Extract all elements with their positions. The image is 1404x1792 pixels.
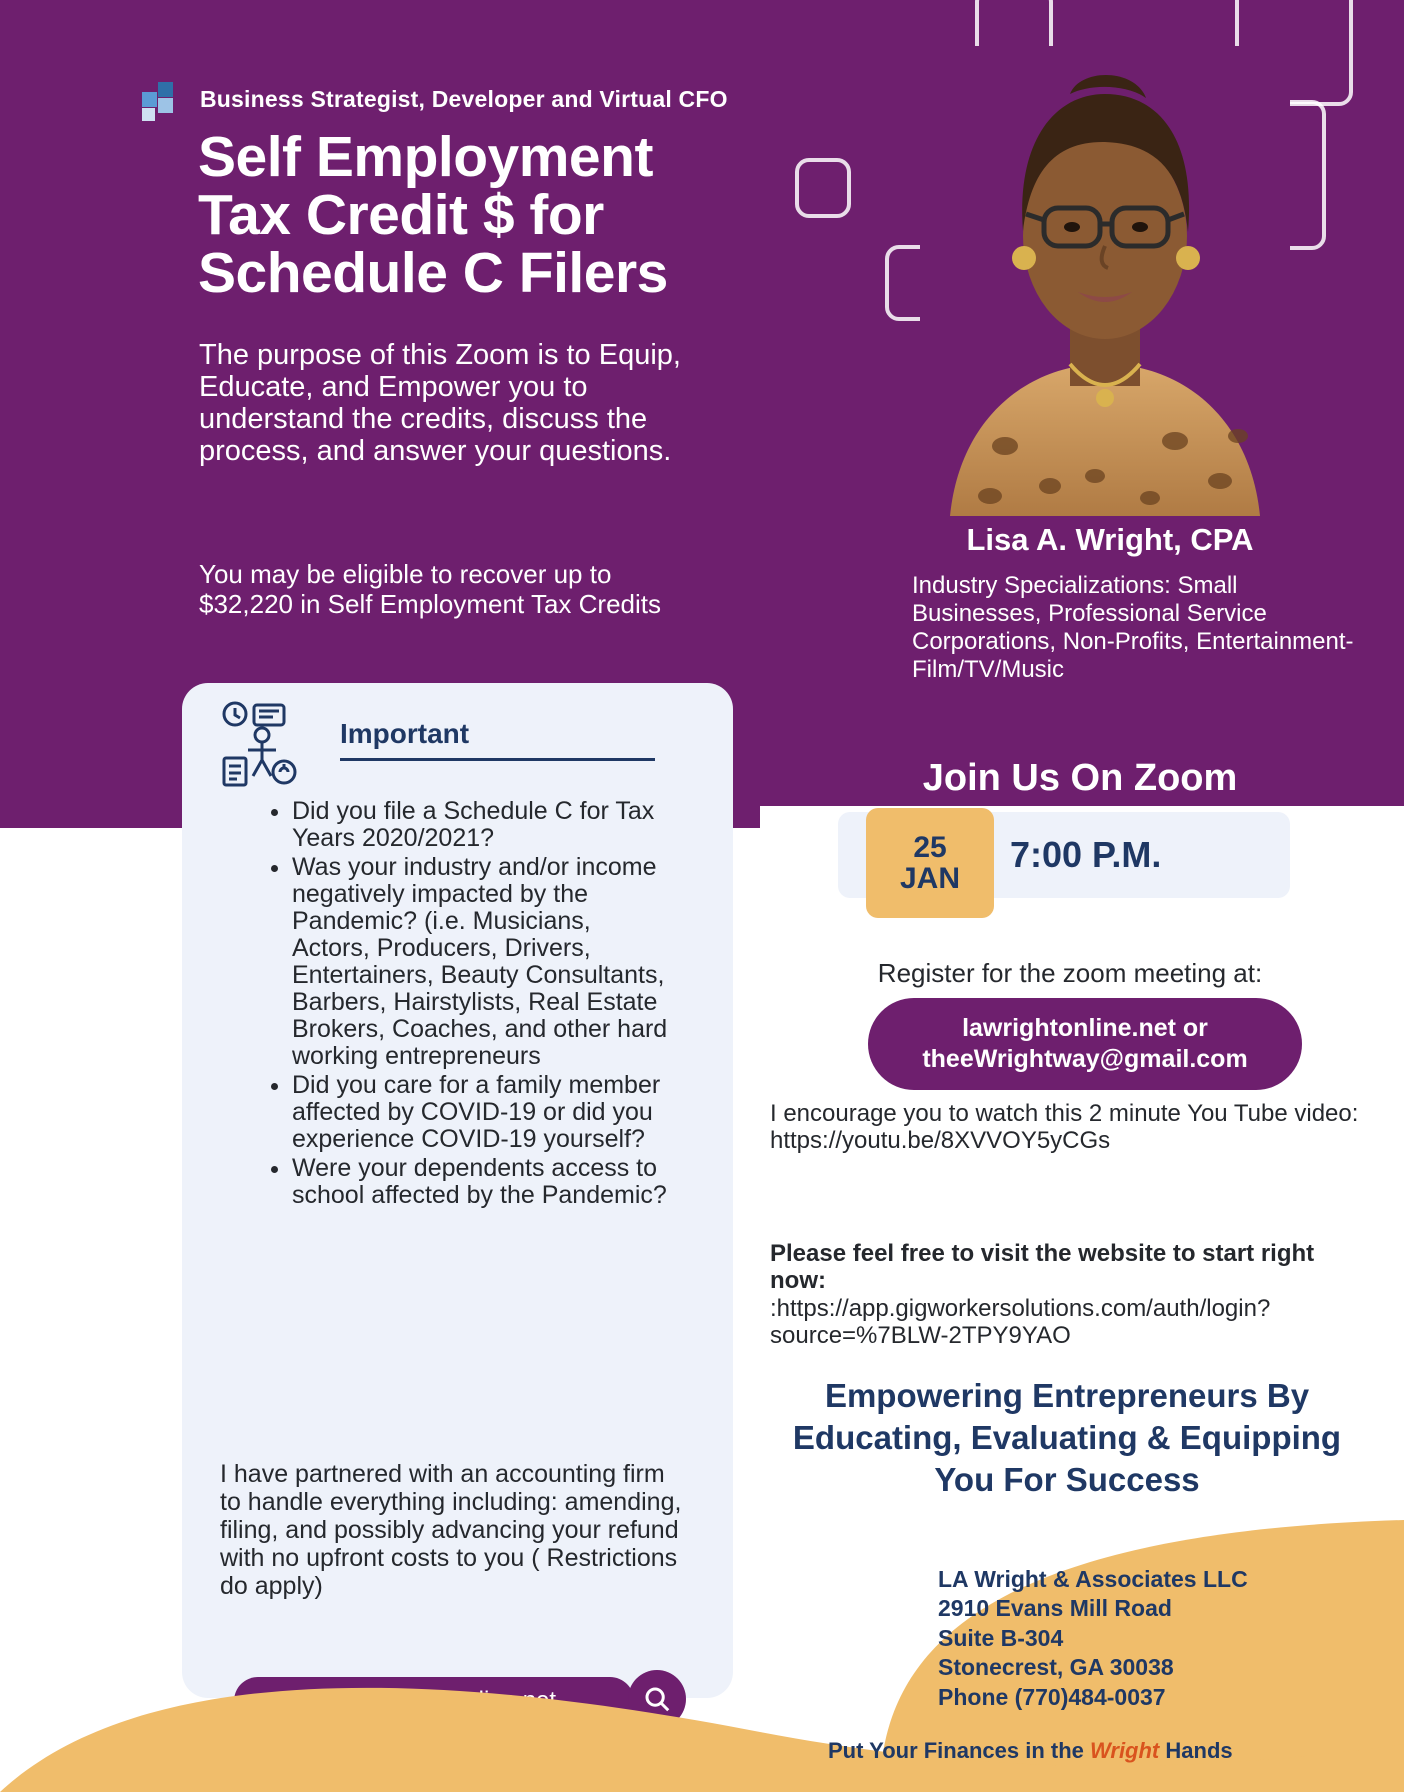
company-address-block [938,1565,1358,1712]
portrait-illustration [920,46,1290,516]
eligibility-text: You may be eligible to recover up to $32,220 in Self Employment Tax Credits [199,559,661,619]
register-instruction: Register for the zoom meeting at: [877,958,1263,988]
card-title: Important [340,718,470,749]
list-item: • Were your dependents access to school affected by the Pandemic? [292,1155,668,1209]
youtube-block [770,1100,1370,1155]
event-time: 7:00 P.M. [1010,834,1162,875]
card-divider [340,758,655,761]
youtube-link[interactable]: https://youtu.be/8XVVOY5yCGs [770,1127,1111,1155]
youtube-note: I encourage you to watch this 2 minute You Tube video: [770,1100,1359,1127]
company-suite: Suite B-304 [938,1624,1064,1651]
subheadline-text: The purpose of this Zoom is to Equip, Educate, and Empower you to understand the credits, discuss the process, and answer your questions. [199,339,681,467]
event-day: 25 [913,830,947,864]
visit-heading: Please feel free to visit the website to start right now: [770,1240,1315,1295]
footer-tagline [828,1738,1368,1764]
company-phone: Phone (770)484-0037 [938,1683,1166,1710]
speaker-name: Lisa A. Wright, CPA [966,522,1254,557]
event-month: JAN [899,862,960,895]
tagline-post: Hands [1159,1738,1233,1763]
visit-website-block [770,1240,1370,1349]
company-city: Stonecrest, GA 30038 [938,1654,1174,1681]
important-bullet-list [268,798,668,1211]
company-street: 2910 Evans Mill Road [938,1595,1172,1622]
checklist-person-icon [218,700,304,790]
slogan-text: Empowering Entrepreneurs By Educating, Evaluating & Equipping You For Success [792,1377,1342,1499]
decorative-square [795,158,851,218]
speaker-specializations: Industry Specializations: Small Businesses, Professional Service Corporations, Non-Profits, Entertainment-Film/TV/Music [912,572,1354,684]
tagline-accent: Wright [1090,1738,1160,1763]
speaker-photo [920,46,1290,516]
company-name: LA Wright & Associates LLC [938,1566,1248,1592]
join-zoom-title: Join Us On Zoom [922,757,1238,799]
kicker-text: Business Strategist, Developer and Virtual CFO [200,86,728,112]
register-contact-button[interactable] [868,998,1302,1090]
list-item: • Was your industry and/or income negatively impacted by the Pandemic? (i.e. Musicians, Actors, Producers, Drivers, Entertainers, Beauty Consultants, Barbers, Hairstylists, Real Estate Brokers, Coaches, and other hard working entrepreneurs [292,854,668,1070]
event-date-badge [866,808,994,918]
list-item: • Did you care for a family member affected by COVID-19 or did you experience COVID-19 yourself? [292,1072,668,1153]
register-contact-label: lawrightonline.net or theeWrightway@gmail.com [922,1013,1248,1073]
brand-logo-icon [142,82,182,122]
visit-link[interactable]: :https://app.gigworkersolutions.com/auth/login?source=%7BLW-2TPY9YAO [770,1294,1271,1350]
list-item: • Did you file a Schedule C for Tax Years 2020/2021? [292,798,668,852]
page-title: Self Employment Tax Credit $ for Schedule C Filers [198,125,668,306]
closing-note: I have partnered with an accounting firm to handle everything including: amending, filing, and possibly advancing your refund with no upfront costs to you ( Restrictions do apply) [220,1460,682,1600]
tagline-pre: Put Your Finances in the [828,1738,1091,1763]
